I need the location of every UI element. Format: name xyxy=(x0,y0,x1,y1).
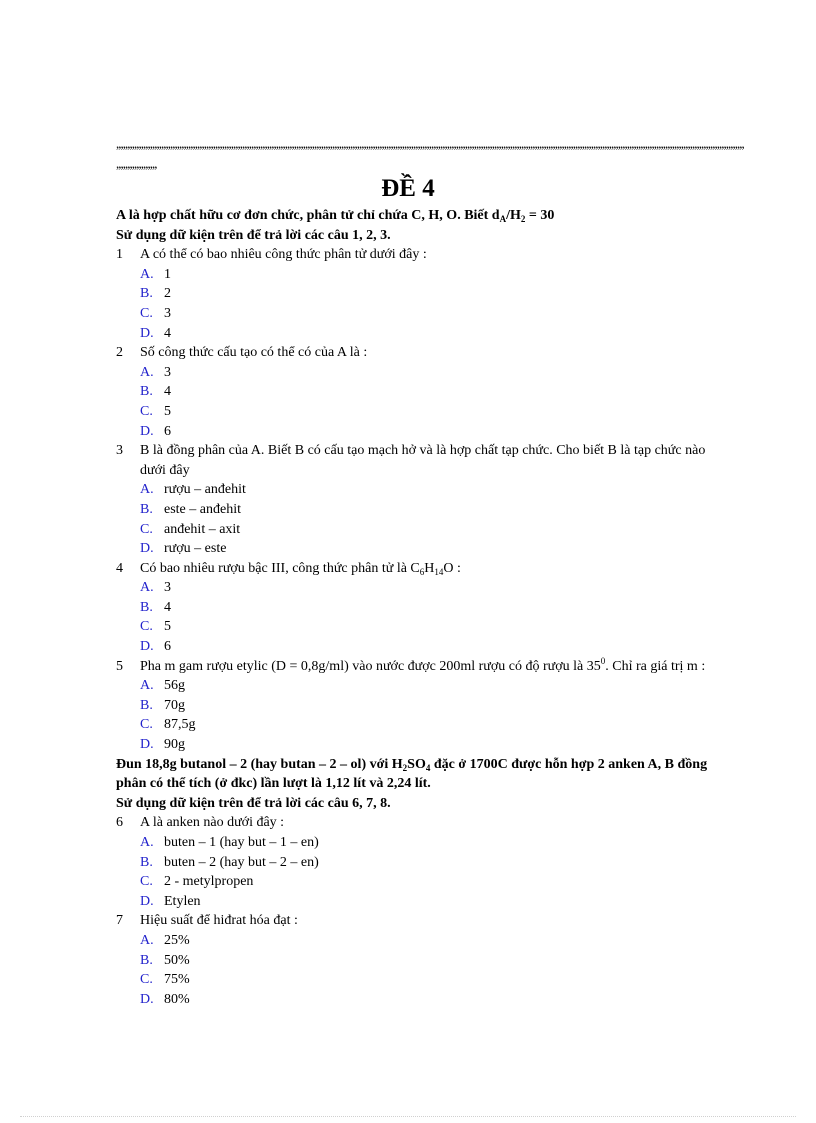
option-b[interactable]: B. 70g xyxy=(140,697,185,713)
option-b[interactable]: B. buten – 2 (hay but – 2 – en) xyxy=(140,854,319,870)
question-3 xyxy=(116,441,728,480)
intro-instruction-1: Sử dụng dữ kiện trên để trả lời các câu 1, 2, 3. xyxy=(116,227,391,243)
option-d[interactable]: D. 90g xyxy=(140,737,185,753)
question-4 xyxy=(116,559,728,579)
question-1 xyxy=(116,245,728,265)
question-text: Pha m gam rượu etylic (D = 0,8g/ml) vào nước được 200ml rượu có độ rượu là $35^0$. Chỉ ra giá trị m : xyxy=(140,655,706,674)
option-a[interactable]: A. 25% xyxy=(140,932,190,948)
option-b[interactable]: B. este – anđehit xyxy=(140,501,241,517)
question-text: A là anken nào dưới đây : xyxy=(140,815,285,831)
header-separator-dots: ,,,,,,,,,,,,,,,,,,,,,,,,,,,,,,,,,,,,,,,,,,,,,,,,,,,,,,,,,,,,,,,,,,,,,,,,,,,,,,,,,,,,,,,,,,,,,,,,,,,,,,,,,,,,,,,,,,,,,,,,,,,,,,,,,,,,,,,,,,,,,,,,,,,,,,,,,,,,,,,,,,,,,,,,,,,,,,,,,,,,,,,,,,,,,,,,,,,,,,,,,,,,,,,,,,,,,,,,,,,,,,,,,,,,,,,,,,,,,,,,,,,,,,,,,,,,,,,,,,,,,,,,,,,,,,,,,,,,,,, xyxy=(116,137,744,151)
exam-title: ĐỀ 4 xyxy=(381,175,435,202)
question-7 xyxy=(116,911,728,931)
option-c[interactable]: C. 5 xyxy=(140,619,171,635)
question-number: 3 xyxy=(116,443,123,459)
question-text: Hiệu suất để hiđrat hóa đạt : xyxy=(140,913,298,929)
question-number: 4 xyxy=(116,560,123,576)
question-number: 6 xyxy=(116,815,123,831)
header-separator-dots-continued: ,,,,,,,,,,,,,,,,,, xyxy=(116,157,157,171)
option-d[interactable]: D. 80% xyxy=(140,991,190,1007)
option-a[interactable]: A. 3 xyxy=(140,364,171,380)
option-b[interactable]: B. 50% xyxy=(140,952,190,968)
question-text: B là đồng phân của A. Biết B có cấu tạo mạch hở và là hợp chất tạp chức. Cho biết B là tạp chức nào dưới đây xyxy=(140,443,706,478)
option-c[interactable]: C. 75% xyxy=(140,972,190,988)
option-b[interactable]: B. 4 xyxy=(140,599,171,615)
question-number: 7 xyxy=(116,913,123,929)
question-6 xyxy=(116,813,728,833)
option-a[interactable]: A. rượu – anđehit xyxy=(140,482,246,498)
option-a[interactable]: A. 1 xyxy=(140,266,171,282)
option-c[interactable]: C. 3 xyxy=(140,305,171,321)
option-a[interactable]: A. 56g xyxy=(140,678,185,694)
option-d[interactable]: D. rượu – este xyxy=(140,541,227,557)
option-d[interactable]: D. 6 xyxy=(140,639,171,655)
question-number: 2 xyxy=(116,345,123,361)
option-d[interactable]: D. 6 xyxy=(140,423,171,439)
option-a[interactable]: A. 3 xyxy=(140,580,171,596)
exam-content xyxy=(116,206,728,1009)
option-c[interactable]: C. 87,5g xyxy=(140,717,196,733)
question-2 xyxy=(116,343,728,363)
option-d[interactable]: D. 4 xyxy=(140,325,171,341)
option-b[interactable]: B. 2 xyxy=(140,286,171,302)
question-text: Số công thức cấu tạo có thể có của A là : xyxy=(140,345,368,361)
option-a[interactable]: A. buten – 1 (hay but – 1 – en) xyxy=(140,835,319,850)
option-b[interactable]: B. 4 xyxy=(140,384,171,400)
option-c[interactable]: C. 2 - metylpropen xyxy=(140,874,254,890)
option-c[interactable]: C. 5 xyxy=(140,403,171,419)
intro-statement-2: Đun 18,8g butanol – 2 (hay butan – 2 – ol) với $H_2SO_4$ đặc ở 1700C được hỗn hợp 2 anken A, B đồng phân có thể tích (ở đkc) lần lượt là 1,12 lít và 2,24 lít. xyxy=(116,756,708,792)
question-5 xyxy=(116,657,728,677)
option-d[interactable]: D. Etylen xyxy=(140,893,201,909)
question-number: 1 xyxy=(116,247,123,263)
option-c[interactable]: C. anđehit – axit xyxy=(140,521,241,537)
page-break-line xyxy=(20,1116,796,1117)
question-text: Có bao nhiêu rượu bậc III, công thức phân tử là $C_6H_{14}O$ : xyxy=(140,560,461,577)
question-text: A có thể có bao nhiêu công thức phân tử dưới đây : xyxy=(140,247,427,263)
intro-statement-1: A là hợp chất hữu cơ đơn chức, phân tử chỉ chứa C, H, O. Biết $d_A/H_2 = 30$ xyxy=(116,208,555,224)
question-number: 5 xyxy=(116,658,123,674)
intro-instruction-2: Sử dụng dữ kiện trên để trả lời các câu 6, 7, 8. xyxy=(116,795,391,811)
